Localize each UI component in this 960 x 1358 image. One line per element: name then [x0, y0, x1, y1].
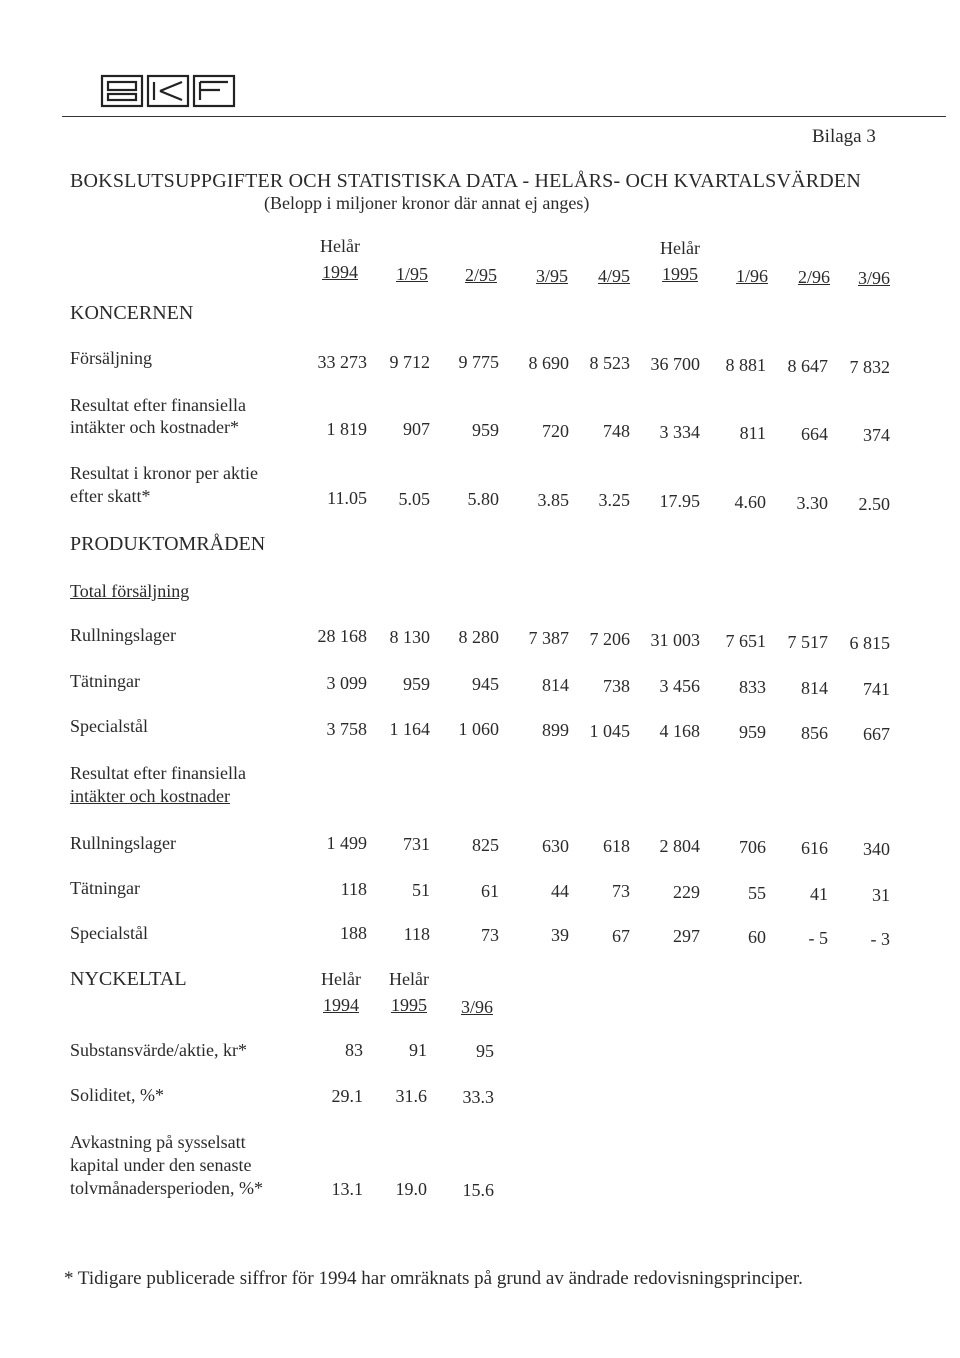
- table-cell: 814: [801, 678, 828, 698]
- table-cell: 73: [612, 881, 630, 901]
- table-cell: 61: [481, 881, 499, 901]
- row-label: Soliditet, %*: [70, 1085, 164, 1105]
- subsection-heading: Resultat efter finansiella: [70, 763, 246, 783]
- table-cell: 7 832: [849, 357, 890, 377]
- header-rule: [62, 116, 946, 117]
- table-cell: 51: [412, 880, 430, 900]
- section-heading-nyckeltal: NYCKELTAL: [70, 968, 187, 990]
- footnote: * Tidigare publicerade siffror för 1994 har omräknats på grund av ändrade redovisningsprinciper.: [64, 1268, 803, 1289]
- attachment-label: Bilaga 3: [812, 126, 876, 147]
- row-label: Rullningslager: [70, 625, 176, 645]
- table-cell: 9 775: [458, 352, 499, 372]
- table-cell: - 3: [870, 929, 890, 949]
- table-cell: 67: [612, 926, 630, 946]
- table-cell: 118: [340, 879, 367, 899]
- col-header-top: Helår: [321, 969, 361, 989]
- col-header-top: Helår: [389, 969, 429, 989]
- table-cell: 41: [810, 884, 828, 904]
- col-header: 2/96: [797, 267, 830, 287]
- table-cell: 297: [673, 926, 700, 946]
- table-cell: 8 523: [589, 353, 630, 373]
- table-cell: 118: [403, 924, 430, 944]
- col-header: 1995: [662, 264, 698, 284]
- table-cell: 5.80: [467, 489, 499, 509]
- table-cell: 29.1: [331, 1086, 363, 1106]
- subsection-heading: Total försäljning: [70, 581, 190, 601]
- col-header: 1/95: [395, 264, 428, 284]
- table-cell: 3 099: [326, 673, 367, 693]
- table-cell: 36 700: [650, 354, 700, 374]
- col-header: 1995: [391, 995, 427, 1015]
- table-cell: 1 045: [589, 721, 630, 741]
- table-cell: 8 647: [787, 356, 828, 376]
- table-cell: 1 164: [389, 719, 430, 739]
- table-cell: 31: [872, 885, 890, 905]
- table-cell: 959: [403, 674, 430, 694]
- row-label: Specialstål: [70, 923, 148, 943]
- table-cell: 11.05: [327, 488, 367, 508]
- row-label: intäkter och kostnader*: [70, 417, 239, 437]
- col-header: 1/96: [735, 266, 768, 286]
- table-cell: 3.85: [537, 490, 569, 510]
- col-header: 3/96: [460, 997, 493, 1017]
- table-cell: 7 517: [787, 632, 828, 652]
- table-cell: 4.60: [734, 492, 766, 512]
- table-cell: 31.6: [395, 1086, 427, 1106]
- subsection-heading: intäkter och kostnader: [70, 786, 230, 806]
- table-cell: 741: [863, 679, 890, 699]
- table-cell: 3 334: [659, 422, 700, 442]
- table-cell: 720: [542, 421, 569, 441]
- col-header: 2/95: [464, 265, 497, 285]
- table-cell: 4 168: [659, 721, 700, 741]
- table-cell: 7 651: [725, 631, 766, 651]
- table-cell: 811: [739, 423, 766, 443]
- table-cell: 3 456: [659, 676, 700, 696]
- table-cell: 2.50: [858, 494, 890, 514]
- table-cell: 73: [481, 925, 499, 945]
- row-label: Avkastning på sysselsatt: [70, 1132, 246, 1152]
- page-subtitle: (Belopp i miljoner kronor där annat ej anges): [264, 193, 590, 213]
- row-label: efter skatt*: [70, 486, 151, 506]
- table-cell: 899: [542, 720, 569, 740]
- table-cell: 229: [673, 882, 700, 902]
- row-label: kapital under den senaste: [70, 1155, 252, 1175]
- row-label: Försäljning: [70, 348, 153, 368]
- col-header: 1994: [323, 995, 359, 1015]
- table-cell: 748: [603, 421, 630, 441]
- table-cell: 13.1: [331, 1179, 363, 1199]
- table-cell: 907: [403, 419, 430, 439]
- col-header: 4/95: [597, 266, 630, 286]
- table-cell: - 5: [808, 928, 828, 948]
- table-cell: 33 273: [317, 352, 367, 372]
- table-cell: 55: [748, 883, 766, 903]
- table-cell: 6 815: [849, 633, 890, 653]
- table-cell: 667: [863, 724, 890, 744]
- table-cell: 95: [476, 1041, 494, 1061]
- table-cell: 39: [551, 925, 569, 945]
- col-header: 1994: [322, 262, 358, 282]
- row-label: Substansvärde/aktie, kr*: [70, 1040, 247, 1060]
- table-cell: 8 130: [389, 627, 430, 647]
- table-cell: 188: [340, 923, 367, 943]
- table-cell: 959: [739, 722, 766, 742]
- table-cell: 664: [801, 424, 828, 444]
- row-label: Tätningar: [70, 878, 140, 898]
- table-cell: 945: [472, 674, 499, 694]
- table-cell: 8 280: [458, 627, 499, 647]
- skf-logo: [100, 74, 238, 108]
- table-cell: 19.0: [395, 1179, 427, 1199]
- row-label: Tätningar: [70, 671, 140, 691]
- table-cell: 738: [603, 676, 630, 696]
- table-cell: 3.30: [796, 493, 828, 513]
- table-cell: 833: [739, 677, 766, 697]
- table-cell: 706: [739, 837, 766, 857]
- table-cell: 856: [801, 723, 828, 743]
- row-label: Resultat i kronor per aktie: [70, 463, 258, 483]
- table-cell: 814: [542, 675, 569, 695]
- row-label: Resultat efter finansiella: [70, 395, 246, 415]
- row-label: Specialstål: [70, 716, 148, 736]
- col-header: 3/96: [857, 268, 890, 288]
- table-cell: 3.25: [598, 490, 630, 510]
- table-cell: 616: [801, 838, 828, 858]
- table-cell: 340: [863, 839, 890, 859]
- table-cell: 618: [603, 836, 630, 856]
- row-label: Rullningslager: [70, 833, 176, 853]
- table-cell: 15.6: [462, 1180, 494, 1200]
- col-header-top: Helår: [660, 238, 700, 258]
- table-cell: 44: [551, 881, 569, 901]
- row-label: tolvmånadersperioden, %*: [70, 1178, 263, 1198]
- table-cell: 2 804: [659, 836, 700, 856]
- table-cell: 1 819: [326, 419, 367, 439]
- table-cell: 28 168: [317, 626, 367, 646]
- table-cell: 7 387: [528, 628, 569, 648]
- table-cell: 17.95: [659, 491, 700, 511]
- table-cell: 3 758: [326, 719, 367, 739]
- table-cell: 374: [863, 425, 890, 445]
- page-title: BOKSLUTSUPPGIFTER OCH STATISTISKA DATA - HELÅRS- OCH KVARTALSVÄRDEN: [70, 170, 861, 192]
- table-cell: 1 060: [458, 719, 499, 739]
- table-cell: 825: [472, 835, 499, 855]
- table-cell: 8 690: [528, 353, 569, 373]
- table-cell: 9 712: [389, 352, 430, 372]
- section-heading-koncernen: KONCERNEN: [70, 302, 194, 324]
- col-header: 3/95: [535, 266, 568, 286]
- table-cell: 630: [542, 836, 569, 856]
- table-cell: 33.3: [462, 1087, 494, 1107]
- table-cell: 5.05: [398, 489, 430, 509]
- table-cell: 91: [409, 1040, 427, 1060]
- table-cell: 731: [403, 834, 430, 854]
- table-cell: 7 206: [589, 629, 630, 649]
- table-cell: 1 499: [326, 833, 367, 853]
- table-cell: 83: [345, 1040, 363, 1060]
- table-cell: 8 881: [725, 355, 766, 375]
- col-header-top: Helår: [320, 236, 360, 256]
- table-cell: 31 003: [650, 630, 700, 650]
- section-heading-produktomraden: PRODUKTOMRÅDEN: [70, 533, 266, 555]
- table-cell: 60: [748, 927, 766, 947]
- table-cell: 959: [472, 420, 499, 440]
